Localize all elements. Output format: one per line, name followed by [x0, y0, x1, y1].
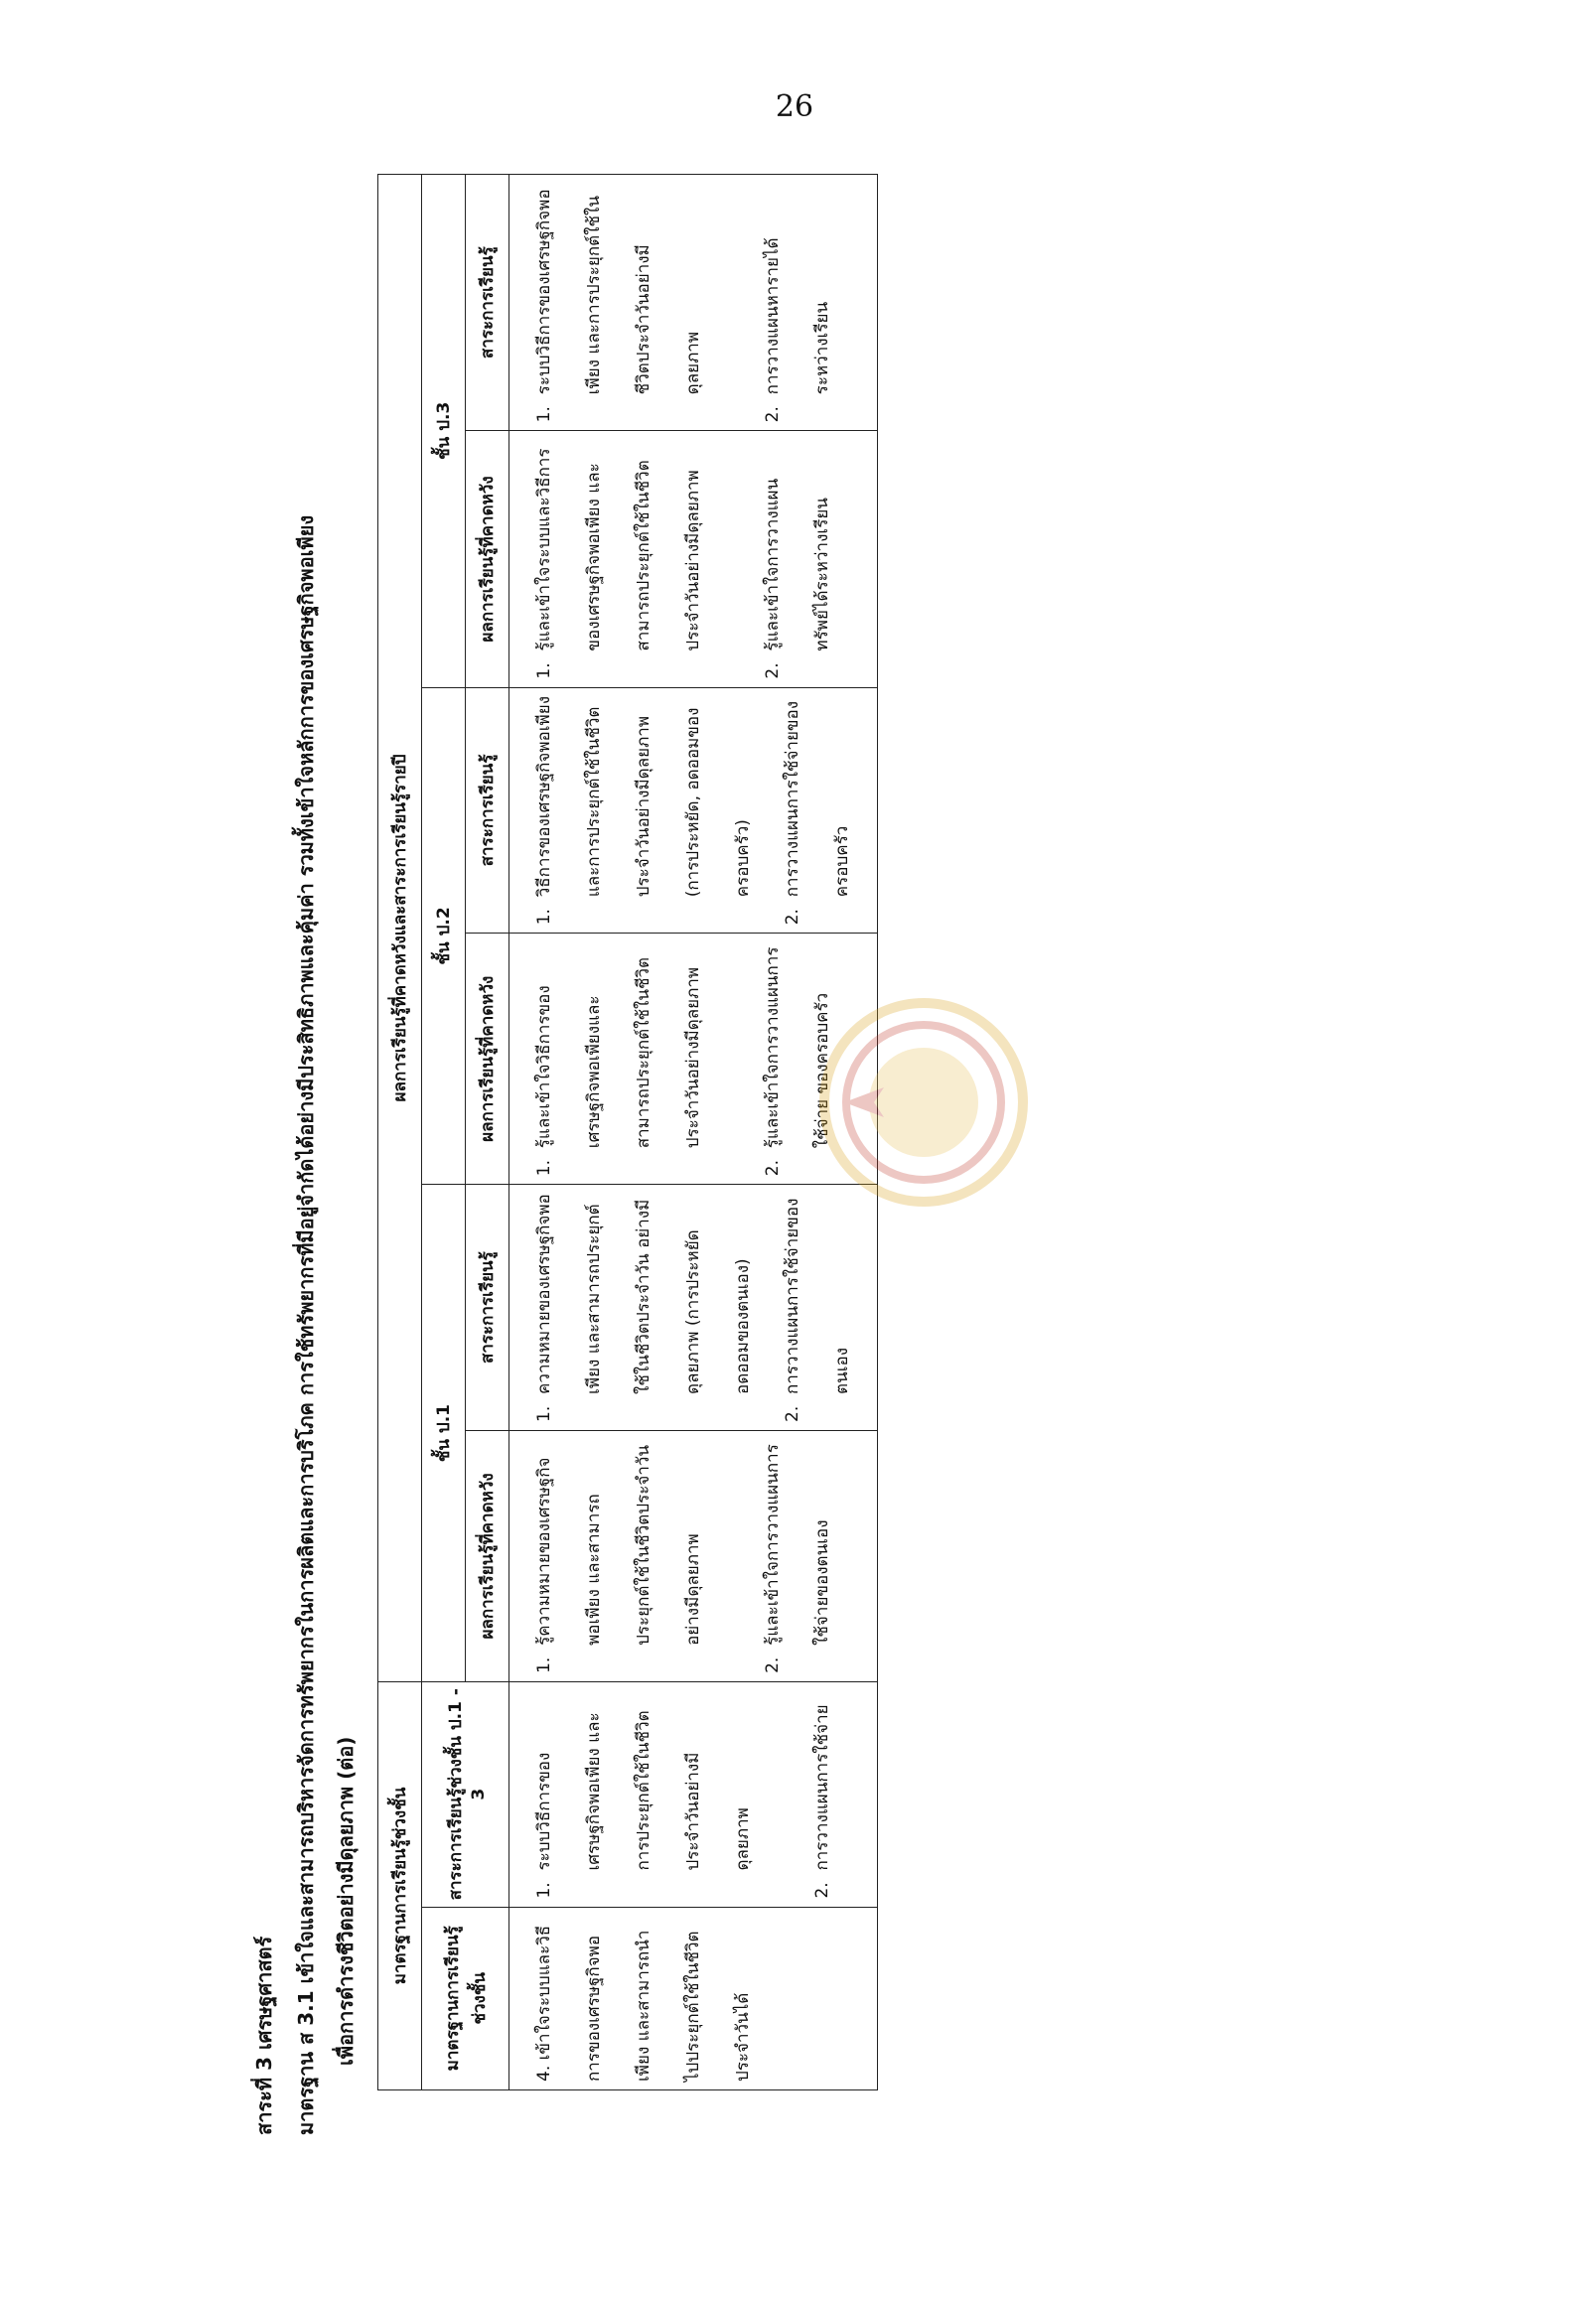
rotated-landscape-content — [218, 139, 1371, 2205]
item-text: ระบบวิธีการของเศรษฐกิจพอเพียง และการประยุกต์ใช้ในชีวิตประจำวันอย่างมีดุลยภาพ — [534, 1710, 753, 1871]
header-content-p3: สาระการเรียนรู้ — [466, 175, 509, 431]
header-outcome-p2: ผลการเรียนรู้ที่คาดหวัง — [466, 934, 509, 1185]
header-expected-group: ผลการเรียนรู้ที่คาดหวังและสาระการเรียนรู้รายปี — [378, 175, 422, 1682]
header-standard-group: มาตรฐานการเรียนรู้ช่วงชั้น — [378, 1681, 422, 2089]
list-item — [519, 696, 768, 926]
header-outcome-p1: ผลการเรียนรู้ที่คาดหวัง — [466, 1430, 509, 1681]
watermark-emblem-icon — [814, 993, 1033, 1212]
page-number: 26 — [775, 89, 814, 124]
item-number: 2. — [763, 1656, 783, 1673]
item-number: 2. — [763, 662, 783, 679]
list-item — [519, 1439, 718, 1673]
item-number: 2. — [783, 909, 802, 926]
item-text: การวางแผนการใช้จ่ายของครอบครัว — [783, 700, 852, 898]
item-text: รู้และเข้าใจวิธีการของเศรษฐกิจพอเพียงและสามารถประยุกต์ใช้ในชีวิตประจำวันอย่างมีดุลยภาพ — [534, 956, 703, 1149]
item-text: การวางแผนการใช้จ่ายของตนเอง — [783, 1198, 852, 1394]
header-grade-2: ชั้น ป.2 — [422, 687, 466, 1185]
item-number: 2. — [763, 1160, 783, 1177]
list-item — [519, 941, 718, 1176]
item-text: รู้และเข้าใจการวางแผนทรัพย์ได้ระหว่างเรียน — [763, 478, 832, 651]
item-number: 1. — [534, 1160, 554, 1177]
header-content-p1: สาระการเรียนรู้ — [466, 1185, 509, 1431]
item-text: การวางแผนหารายได้ระหว่างเรียน — [763, 237, 832, 395]
list-item — [519, 1690, 768, 1899]
strand-heading: สาระที่ 3 เศรษฐศาสตร์ — [252, 1936, 276, 2135]
item-text: รู้และเข้าใจการวางแผนการใช้จ่าย ของครอบครัว — [763, 946, 832, 1149]
list-item — [748, 439, 847, 678]
item-text: ระบบวิธีการของเศรษฐกิจพอเพียง และการประยุกต์ใช้ในชีวิตประจำวันอย่างมีดุลยภาพ — [534, 189, 703, 395]
list-item — [748, 183, 847, 422]
item-text: รู้ความหมายของเศรษฐกิจพอเพียง และสามารถประยุกต์ใช้ในชีวิตประจำวันอย่างมีดุลยภาพ — [534, 1444, 703, 1646]
standard-cell — [509, 1907, 878, 2089]
item-text: รู้และเข้าใจระบบและวิธีการของเศรษฐกิจพอเพียง และสามารถประยุกต์ใช้ในชีวิตประจำวันอย่างมีดุลยภาพ — [534, 448, 703, 651]
list-item — [798, 1690, 847, 1899]
header-standard: มาตรฐานการเรียนรู้ช่วงชั้น — [422, 1907, 509, 2089]
list-item — [519, 439, 718, 678]
item-number: 1. — [534, 406, 554, 423]
item-text: วิธีการของเศรษฐกิจพอเพียง และการประยุกต์ใช้ในชีวิตประจำวันอย่างมีดุลยภาพ (การประหยัด, อดออมของครอบครัว) — [534, 695, 753, 898]
item-number: 2. — [812, 1882, 832, 1899]
header-grade-3: ชั้น ป.3 — [422, 175, 466, 688]
standard-text: 4. เข้าใจระบบและวิธีการของเศรษฐกิจพอเพียง และสามารถนำไปประยุกต์ใช้ในชีวิตประจำวันได้ — [534, 1925, 753, 2082]
item-text: ความหมายของเศรษฐกิจพอเพียง และสามารถประยุกต์ใช้ในชีวิตประจำวัน อย่างมีดุลยภาพ (การประหยัด อดออมของตนเอง) — [534, 1194, 753, 1394]
item-number: 1. — [534, 662, 554, 679]
item-number: 2. — [783, 1405, 802, 1422]
p1-content-cell — [509, 1185, 878, 1431]
standard-heading-continued: เพื่อการดำรงชีวิตอย่างมีดุลยภาพ (ต่อ) — [334, 1736, 358, 2066]
header-range-content: สาระการเรียนรู้ช่วงชั้น ป.1 - 3 — [422, 1681, 509, 1907]
header-outcome-p3: ผลการเรียนรู้ที่คาดหวัง — [466, 431, 509, 687]
list-item — [519, 183, 718, 422]
header-content-p2: สาระการเรียนรู้ — [466, 687, 509, 934]
item-number: 2. — [763, 406, 783, 423]
item-text: การวางแผนการใช้จ่าย — [812, 1704, 832, 1871]
list-item — [519, 1193, 768, 1422]
item-number: 1. — [534, 1882, 554, 1899]
p3-content-cell — [509, 175, 878, 431]
p3-outcome-cell — [509, 431, 878, 687]
range-content-cell — [509, 1681, 878, 1907]
item-number: 1. — [534, 1656, 554, 1673]
landscape-page — [218, 139, 1371, 2205]
curriculum-table — [377, 174, 878, 2090]
item-text: รู้และเข้าใจการวางแผนการใช้จ่ายของตนเอง — [763, 1444, 832, 1646]
list-item — [768, 696, 867, 926]
item-number: 1. — [534, 1405, 554, 1422]
item-number: 1. — [534, 909, 554, 926]
list-item — [768, 1193, 867, 1422]
standard-heading: มาตรฐาน ส 3.1 เข้าใจและสามารถบริหารจัดการทรัพยากรในการผลิตและการบริโภค การใช้ทรัพยากรที่มีอยู่จำกัดได้อย่างมีประสิทธิภาพและคุ้มค่า รวมทั้งเข้าใจหลักการของเศรษฐกิจพอเพียง — [294, 514, 318, 2135]
header-grade-1: ชั้น ป.1 — [422, 1185, 466, 1682]
list-item — [748, 1439, 847, 1673]
p2-content-cell — [509, 687, 878, 934]
p1-outcome-cell — [509, 1430, 878, 1681]
